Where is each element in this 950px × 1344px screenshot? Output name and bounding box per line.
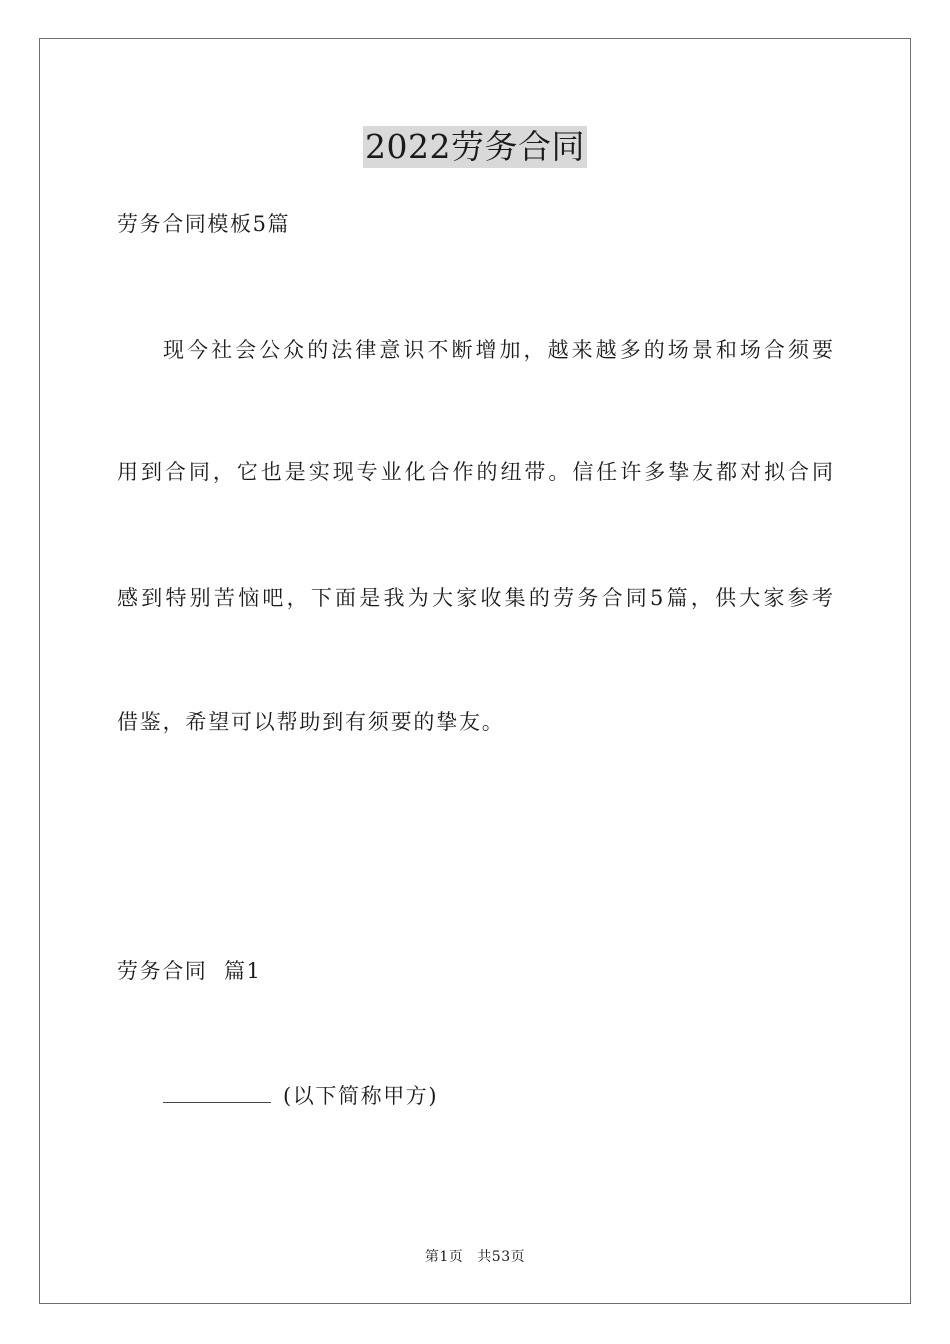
party-a-line: [163, 1082, 438, 1110]
section-heading: 劳务合同 篇1: [117, 959, 262, 983]
document-title: 2022劳务合同: [365, 127, 585, 166]
intro-line-1: 现今社会公众的法律意识不断增加，越来越多的场景和场合须要: [163, 338, 833, 362]
title-container: [0, 126, 950, 168]
document-subtitle: 劳务合同模板5篇: [117, 212, 291, 236]
party-a-blank: [163, 1082, 271, 1103]
page-footer: [0, 1247, 950, 1267]
party-a-label: (以下简称甲方): [283, 1084, 439, 1108]
intro-line-2: 用到合同，它也是实现专业化合作的纽带。信任许多挚友都对拟合同: [117, 460, 833, 484]
intro-line-3: 感到特别苦恼吧，下面是我为大家收集的劳务合同5篇，供大家参考: [117, 586, 833, 610]
page-total: 共53页: [477, 1249, 526, 1265]
intro-line-4: 借鉴，希望可以帮助到有须要的挚友。: [117, 710, 505, 734]
page-number: 第1页: [424, 1249, 464, 1265]
